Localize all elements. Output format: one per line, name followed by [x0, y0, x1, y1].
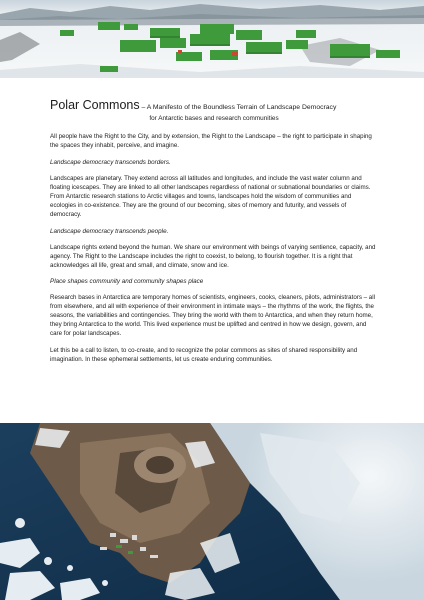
manifesto-text — [50, 96, 378, 365]
closing-paragraph: Let this be a call to listen, to co-create, and to recognize the polar commons as sites of shared responsibility and imagination. In these ephemeral settlements, let us create enduring communities. — [50, 346, 358, 363]
intro-paragraph: All people have the Right to the City, and by extension, the Right to the Landscape – the right to participate in shaping the spaces they inhabit, perceive, and imagine. — [50, 133, 372, 150]
page-title — [50, 96, 378, 114]
section-heading-borders: Landscape democracy transcends borders. — [50, 159, 171, 167]
paragraph-people: Landscape rights extend beyond the human. We share our environment with beings of varying sentience, capacity, and agency. The Right to the Landscape includes the right to coexist, to belong, to flourish together. It is a right that acknowledges all life, great and small, and climate, snow and ice. — [50, 243, 376, 269]
satellite-view-antarctic-coast-icon — [0, 423, 424, 600]
title-main: Polar Commons — [50, 98, 140, 112]
title-subtitle: – A Manifesto of the Boundless Terrain of Landscape Democracy — [139, 104, 337, 111]
header-photo — [0, 0, 424, 78]
section-heading-place: Place shapes community and community shapes place — [50, 278, 204, 286]
title-subtitle-line2: for Antarctic bases and research communities — [149, 115, 279, 123]
footer-photo — [0, 423, 424, 600]
paragraph-place: Research bases in Antarctica are temporary homes of scientists, engineers, cooks, cleaners, pilots, administrators – all from elsewhere, and all with experience of their environment in intimate ways – the rhythms of the work, the flights, the seasons, the variabilities and contingencies. They bring the world with them to Antarctica, and when they return home, they bring Antarctica to the world. This lived experience must be uplifted and centred in how we design, govern, and care for polar landscapes. — [50, 294, 375, 338]
antarctic-research-station-photo-icon — [0, 0, 424, 78]
section-heading-people: Landscape democracy transcends people. — [50, 227, 169, 235]
paragraph-borders: Landscapes are planetary. They extend across all latitudes and longitudes, and include the vast water column and floating icescapes. They are linked to all other landscapes regardless of national or subnational boundaries or claims. From Antarctic research stations to Arctic villages and towns, landscapes hold the wisdom of communities and ecologies in co-existence. They are the ground of our becoming, sites of memory and futurity, and vessels of democracy. — [50, 175, 371, 218]
